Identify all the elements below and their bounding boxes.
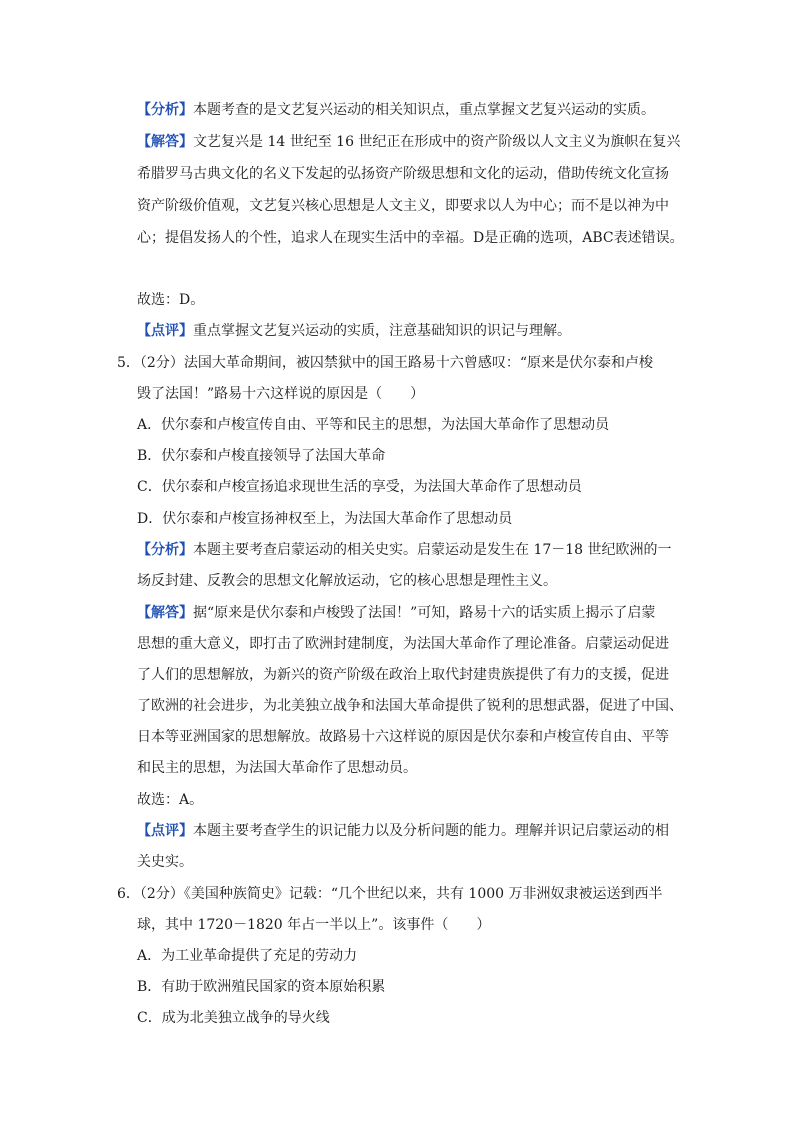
question-stem: 球，其中 1720－1820 年占一半以上”。该事件（ ） (137, 917, 491, 933)
option-c: C．伏尔泰和卢梭宣扬追求现世生活的享受，为法国大革命作了思想动员 (137, 479, 582, 495)
comment-line (137, 321, 571, 341)
option-b: B．伏尔泰和卢梭直接领导了法国大革命 (137, 448, 386, 464)
analysis-line (137, 100, 655, 120)
analysis-tag: 【分析】 (137, 102, 193, 118)
question-stem: 毁了法国！”路易十六这样说的原因是（ ） (137, 386, 425, 402)
answer-line: 希腊罗马古典文化的名义下发起的弘扬资产阶级思想和文化的运动，借助传统文化宣扬 (137, 166, 669, 182)
analysis-line: 场反封建、反教会的思想文化解放运动，它的核心思想是理性主义。 (137, 573, 557, 589)
option-a: A．为工业革命提供了充足的劳动力 (137, 948, 358, 964)
option-a: A．伏尔泰和卢梭宣传自由、平等和民主的思想，为法国大革命作了思想动员 (137, 417, 610, 433)
option-d: D．伏尔泰和卢梭宣扬神权至上，为法国大革命作了思想动员 (137, 511, 513, 527)
answer-line: 心；提倡发扬人的个性，追求人在现实生活中的幸福。D是正确的选项，ABC表述错误。 (137, 230, 684, 246)
analysis-tag: 【分析】 (137, 542, 193, 558)
comment-line: 关史实。 (137, 854, 193, 870)
choice-line: 故选：D。 (137, 292, 205, 308)
answer-line: 和民主的思想，为法国大革命作了思想动员。 (137, 760, 417, 776)
answer-line (137, 132, 680, 152)
comment-text: 本题主要考查学生的识记能力以及分析问题的能力。理解并识记启蒙运动的相 (193, 823, 669, 839)
analysis-line (137, 540, 672, 560)
answer-line: 思想的重大意义，即打击了欧洲封建制度，为法国大革命作了理论准备。启蒙运动促进 (137, 636, 669, 652)
answer-line: 日本等亚洲国家的思想解放。故路易十六这样说的原因是伏尔泰和卢梭宣传自由、平等 (137, 729, 669, 745)
question-stem: 6．（2分）《美国种族简史》记载：“几个世纪以来，共有 1000 万非洲奴隶被运送到西半 (117, 886, 663, 902)
comment-line (137, 821, 669, 841)
choice-line: 故选：A。 (137, 792, 204, 808)
answer-text: 据“原来是伏尔泰和卢梭毁了法国！”可知，路易十六的话实质上揭示了启蒙 (193, 605, 656, 621)
comment-text: 重点掌握文艺复兴运动的实质，注意基础知识的识记与理解。 (193, 323, 571, 339)
answer-tag: 【解答】 (137, 134, 193, 150)
answer-line: 资产阶级价值观，文艺复兴核心思想是人文主义，即要求以人为中心；而不是以神为中 (137, 198, 669, 214)
answer-tag: 【解答】 (137, 605, 193, 621)
answer-line: 了欧洲的社会进步，为北美独立战争和法国大革命提供了锐利的思想武器，促进了中国、 (137, 698, 683, 714)
comment-tag: 【点评】 (137, 823, 193, 839)
answer-text: 文艺复兴是 14 世纪至 16 世纪正在形成中的资产阶级以人文主义为旗帜在复兴 (193, 134, 681, 150)
option-b: B．有助于欧洲殖民国家的资本原始积累 (137, 979, 386, 995)
question-stem: 5．（2分）法国大革命期间，被囚禁狱中的国王路易十六曾感叹：“原来是伏尔泰和卢梭 (117, 355, 653, 371)
comment-tag: 【点评】 (137, 323, 193, 339)
answer-line (137, 603, 655, 623)
option-c: C．成为北美独立战争的导火线 (137, 1010, 330, 1026)
analysis-text: 本题考查的是文艺复兴运动的相关知识点，重点掌握文艺复兴运动的实质。 (193, 102, 655, 118)
answer-line: 了人们的思想解放，为新兴的资产阶级在政治上取代封建贵族提供了有力的支援，促进 (137, 667, 669, 683)
analysis-text: 本题主要考查启蒙运动的相关史实。启蒙运动是发生在 17－18 世纪欧洲的一 (193, 542, 672, 558)
